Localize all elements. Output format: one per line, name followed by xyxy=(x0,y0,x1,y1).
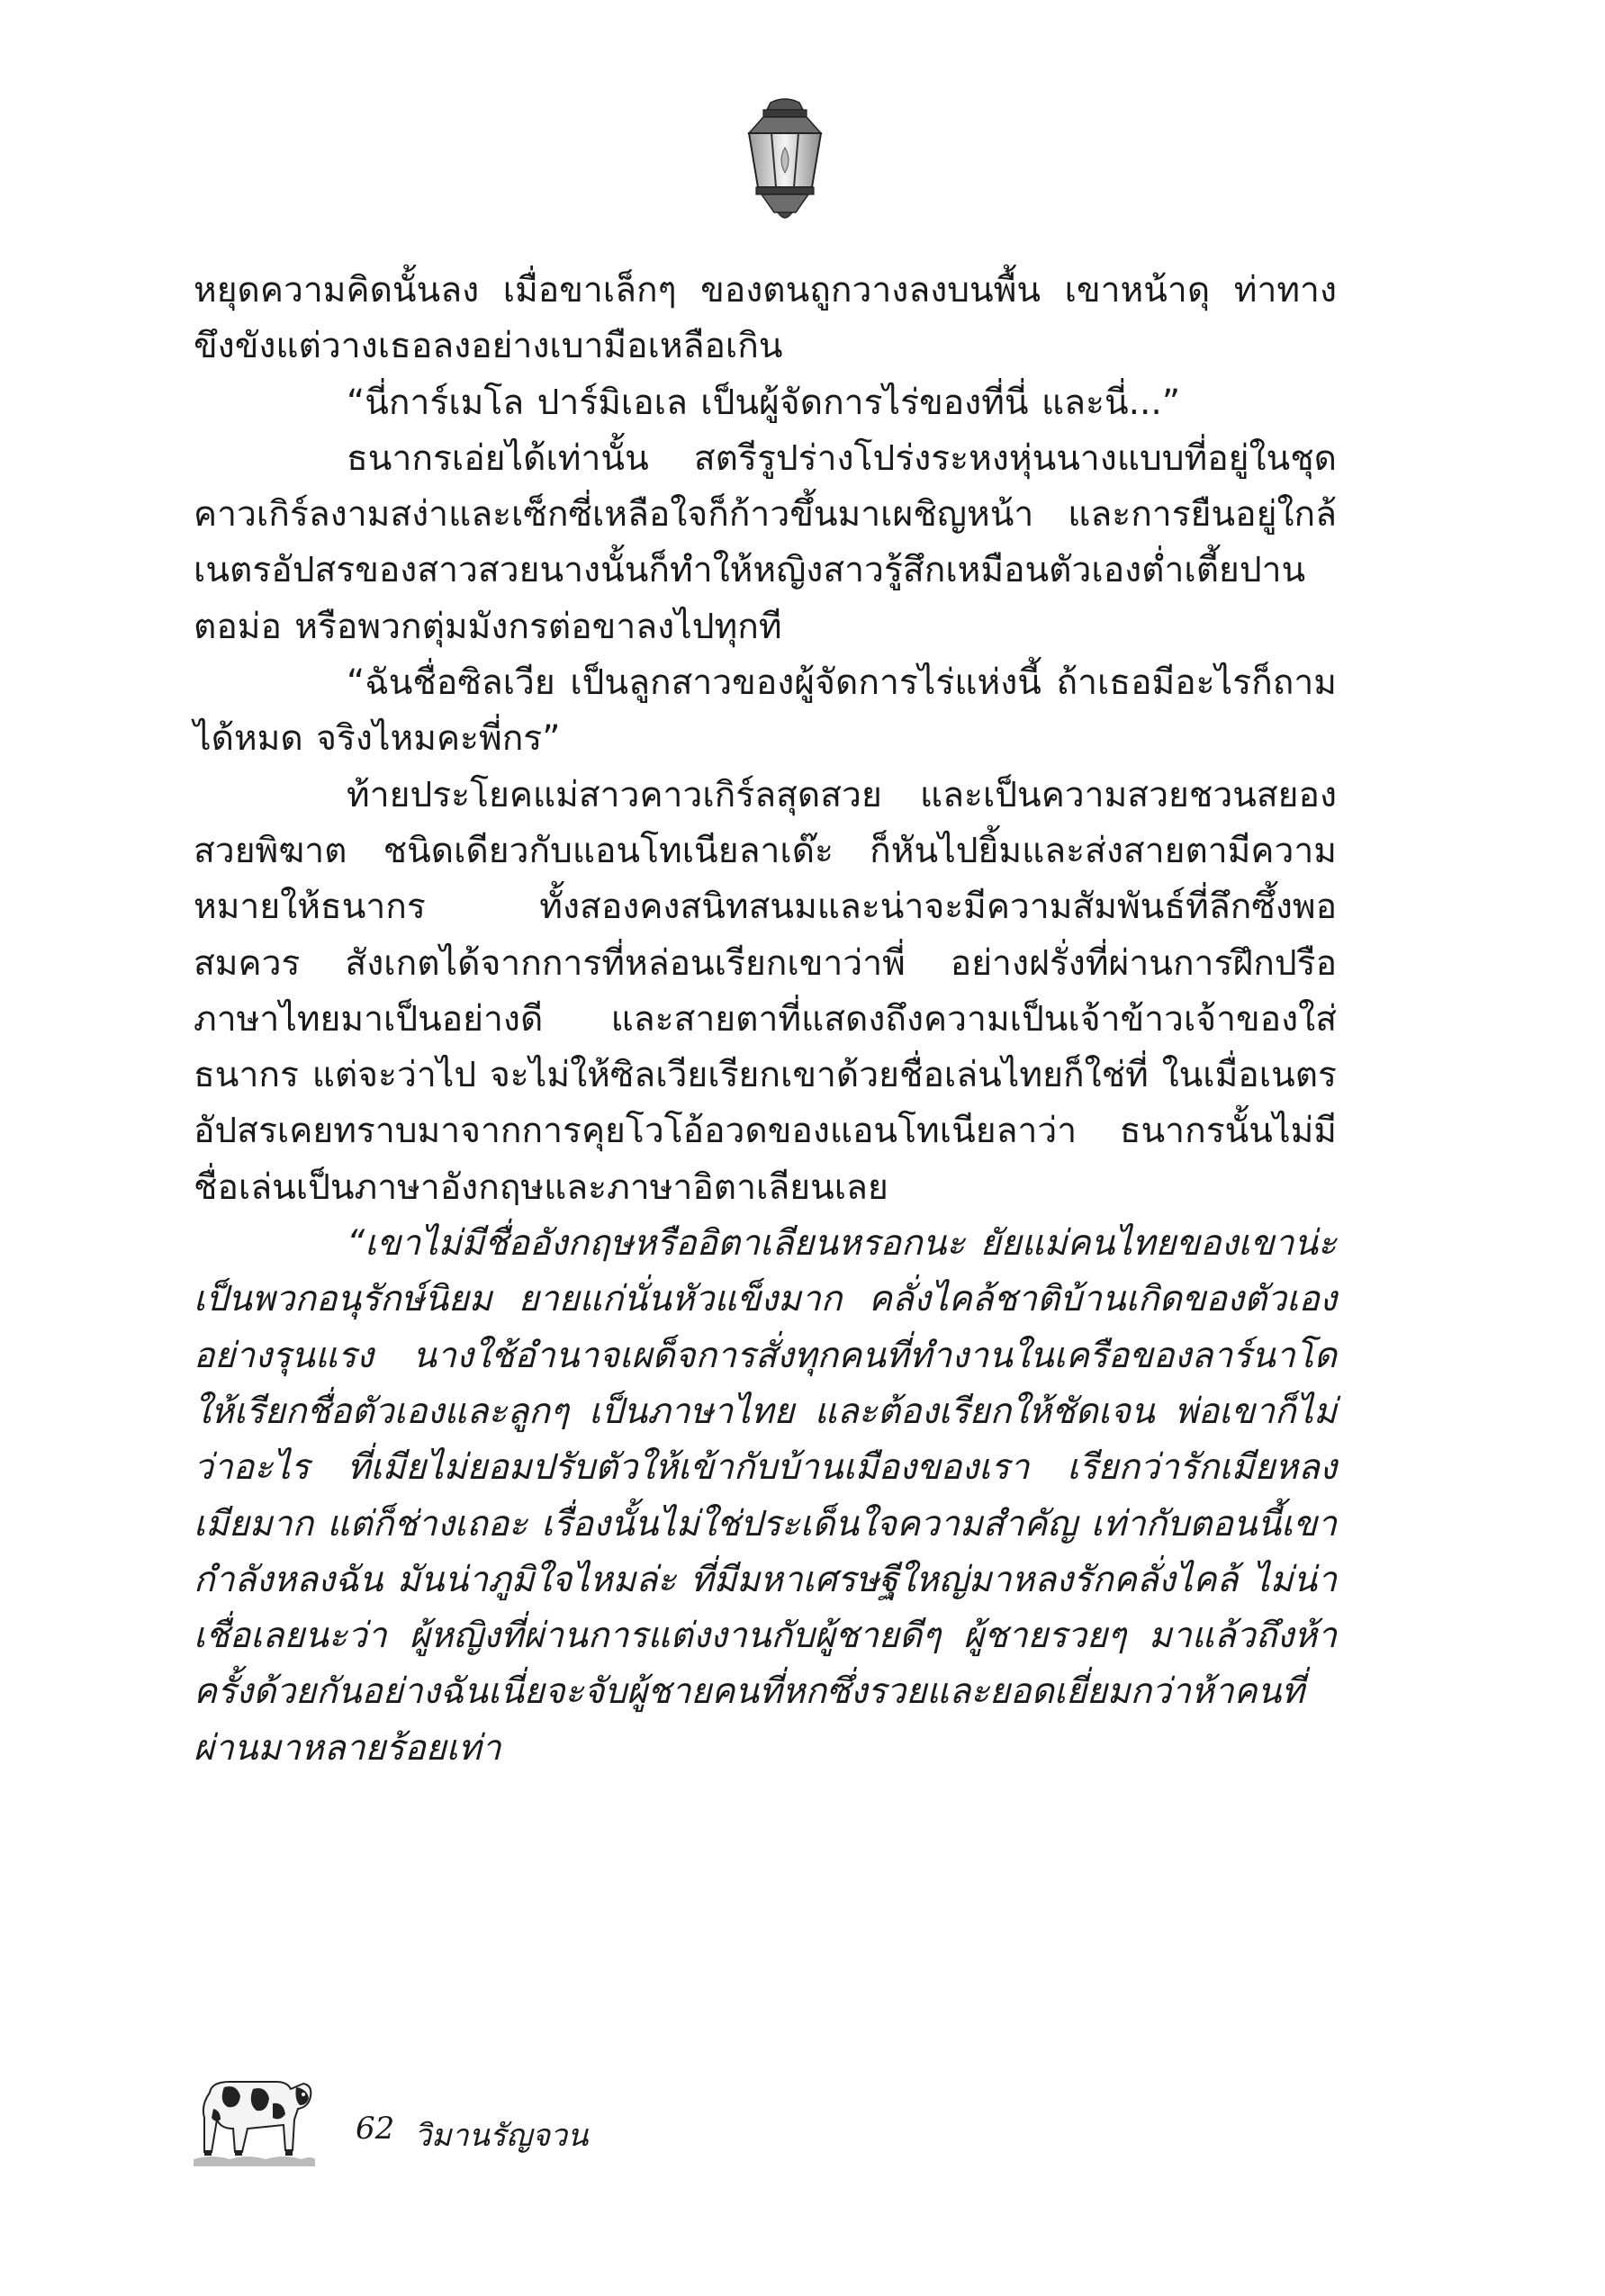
paragraph-3: ธนากรเอ่ยได้เท่านั้น สตรีรูปร่างโปร่งระหงหุ่นนางแบบที่อยู่ในชุดคาวเกิร์ลงามสง่าและเซ็กซี่เหลือใจก็ก้าวขึ้นมาเผชิญหน้า และการยืนอยู่ใกล้เนตรอัปสรของสาวสวยนางนั้นก็ทำให้หญิงสาวรู้สึกเหมือนตัวเองต่ำเตี้ยปานตอม่อ หรือพวกตุ่มมังกรต่อขาลงไปทุกที xyxy=(194,437,1337,647)
page-number: 62 xyxy=(356,2111,395,2147)
body-text xyxy=(194,263,1337,1777)
paragraph-1: หยุดความคิดนั้นลง เมื่อขาเล็กๆ ของตนถูกวางลงบนพื้น เขาหน้าดุ ท่าทางขึงขังแต่วางเธอลงอย่างเบามือเหลือเกิน xyxy=(194,270,1337,367)
paragraph-4: “ฉันชื่อซิลเวีย เป็นลูกสาวของผู้จัดการไร่แห่งนี้ ถ้าเธอมีอะไรก็ถามได้หมด จริงไหมคะพี่กร” xyxy=(194,662,1337,760)
book-title: วิมานรัญจวน xyxy=(414,2118,589,2154)
paragraph-2: “นี่การ์เมโล ปาร์มิเอเล เป็นผู้จัดการไร่ของที่นี่ และนี่...” xyxy=(347,382,1181,423)
cow-icon xyxy=(194,2066,315,2166)
paragraph-6-italic-quote: “เขาไม่มีชื่ออังกฤษหรืออิตาเลียนหรอกนะ ยัยแม่คนไทยของเขาน่ะเป็นพวกอนุรักษ์นิยม ยายแก่นั่นหัวแข็งมาก คลั่งไคล้ชาติบ้านเกิดของตัวเองอย่างรุนแรง นางใช้อำนาจเผด็จการสั่งทุกคนที่ทำงานในเครือของลาร์นาโดให้เรียกชื่อตัวเองและลูกๆ เป็นภาษาไทย และต้องเรียกให้ชัดเจน พ่อเขาก็ไม่ว่าอะไร ที่เมียไม่ยอมปรับตัวให้เข้ากับบ้านเมืองของเรา เรียกว่ารักเมียหลงเมียมาก แต่ก็ช่างเถอะ เรื่องนั้นไม่ใช่ประเด็นใจความสำคัญ เท่ากับตอนนี้เขากำลังหลงฉัน มันน่าภูมิใจไหมล่ะ ที่มีมหาเศรษฐีใหญ่มาหลงรักคลั่งไคล้ ไม่น่าเชื่อเลยนะว่า ผู้หญิงที่ผ่านการแต่งงานกับผู้ชายดีๆ ผู้ชายรวยๆ มาแล้วถึงห้าครั้งด้วยกันอย่างฉันเนี่ยจะจับผู้ชายคนที่หกซึ่งรวยและยอดเยี่ยมกว่าห้าคนที่ผ่านมาหลายร้อยเท่า xyxy=(194,1223,1337,1769)
paragraph-5: ท้ายประโยคแม่สาวคาวเกิร์ลสุดสวย และเป็นความสวยชวนสยอง สวยพิฆาต ชนิดเดียวกับแอนโทเนียลาเด๊ะ ก็หันไปยิ้มและส่งสายตามีความหมายให้ธนากร ทั้งสองคงสนิทสนมและน่าจะมีความสัมพันธ์ที่ลึกซึ้งพอสมควร สังเกตได้จากการที่หล่อนเรียกเขาว่าพี่ อย่างฝรั่งที่ผ่านการฝึกปรือภาษาไทยมาเป็นอย่างดี และสายตาที่แสดงถึงความเป็นเจ้าข้าวเจ้าของใส่ธนากร แต่จะว่าไป จะไม่ให้ซิลเวียเรียกเขาด้วยชื่อเล่นไทยก็ใช่ที่ ในเมื่อเนตรอัปสรเคยทราบมาจากการคุยโวโอ้อวดของแอนโทเนียลาว่า ธนากรนั้นไม่มีชื่อเล่นเป็นภาษาอังกฤษและภาษาอิตาเลียนเลย xyxy=(194,774,1337,1208)
lantern-icon xyxy=(731,97,839,223)
page-footer xyxy=(194,2066,824,2183)
